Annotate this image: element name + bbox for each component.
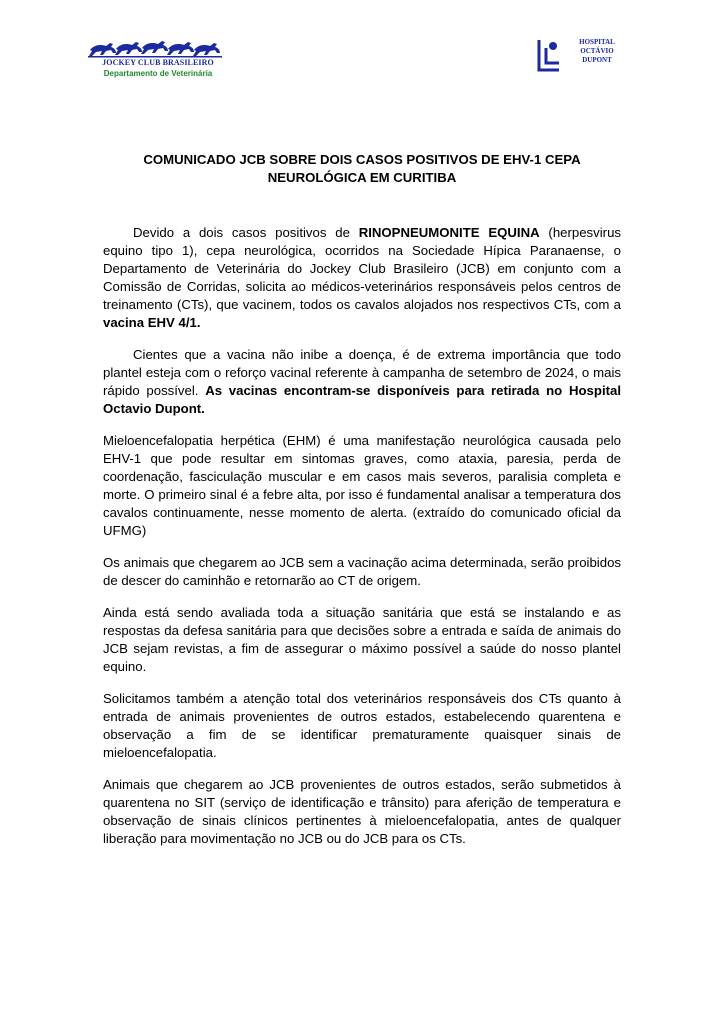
hospital-logo [533,36,643,76]
p2-bold-availability: As vacinas encontram-se disponíveis para retirada no Hospital Octavio Dupont. [103,383,622,416]
paragraph-5: Ainda está sendo avaliada toda a situação sanitária que está se instalando e as respostas da defesa sanitária para que decisões sobre a entrada e saída de animais do JCB sejam revistas, a fim de assegurar o máximo possível a saúde do nosso plantel equino. [103,605,621,674]
paragraph-4: Os animais que chegarem ao JCB sem a vacinação acima determinada, serão proibidos de descer do caminhão e retornarão ao CT de origem. [103,555,621,588]
p1-text-c: (herpesvirus equino tipo 1), cepa neurológica, ocorridos na Sociedade Hípica Paranaense, o Departamento de Veterinária do Jockey Club Brasileiro (JCB) em conjunto com a Comissão de Corridas, solicita ao médicos-veterinários responsáveis pelos centros de treinamento (CTs), que vacinem, todos os cavalos alojados nos respectivos CTs, com a [103,225,621,312]
jockey-club-logo [86,36,226,82]
p1-bold-disease: RINOPNEUMONITE EQUINA [358,225,540,240]
racing-horses-icon [86,36,226,60]
paragraph-7: Animais que chegarem ao JCB provenientes de outros estados, serão submetidos à quarentena no SIT (serviço de identificação e trânsito) para aferição de temperatura e observação de sinais clínicos pertinentes à mieloencefalopatia, antes de qualquer liberação para movimentação no JCB ou do JCB para os CTs. [103,777,621,846]
paragraph-3: Mieloencefalopatia herpética (EHM) é uma manifestação neurológica causada pelo EHV-1 que pode resultar em sintomas graves, como ataxia, paresia, perda de coordenação, fasciculação muscular e em casos mais severos, paralisia completa e morte. O primeiro sinal é a febre alta, por isso é fundamental analisar a temperatura dos cavalos continuamente, nesse momento de alerta. (extraído do comunicado oficial da UFMG) [103,433,621,538]
paragraph-6: Solicitamos também a atenção total dos veterinários responsáveis dos CTs quanto à entrada de animais provenientes de outros estados, estabelecendo quarentena e observação a fim de se identificar prematuramente quaisquer sinais de mieloencefalopatia. [103,691,621,760]
document-title: COMUNICADO JCB SOBRE DOIS CASOS POSITIVOS DE EHV-1 CEPA NEUROLÓGICA EM CURITIBA [143,152,581,185]
p1-bold-vaccine: vacina EHV 4/1. [103,315,201,330]
hospital-logo-text [561,38,633,65]
hospital-logo-line1: HOSPITAL [579,38,615,46]
hospital-logo-line2: OCTÁVIO [580,47,614,55]
hospital-logo-line3: DUPONT [582,56,612,64]
p2-text-a: Cientes que a vacina não inibe a doença, é de extrema importância que todo plantel esteja com o reforço vacinal referente à campanha de setembro de 2024, o mais rápido possível. [103,347,621,398]
jcb-logo-department: Departamento de Veterinária [103,69,213,78]
p1-text-a: Devido a dois casos positivos de [133,225,359,240]
jcb-logo-name: JOCKEY CLUB BRASILEIRO [102,58,214,67]
document-body [103,224,621,862]
paragraph-2 [103,346,621,418]
hospital-emblem-icon [533,36,563,76]
paragraph-1 [103,224,621,332]
